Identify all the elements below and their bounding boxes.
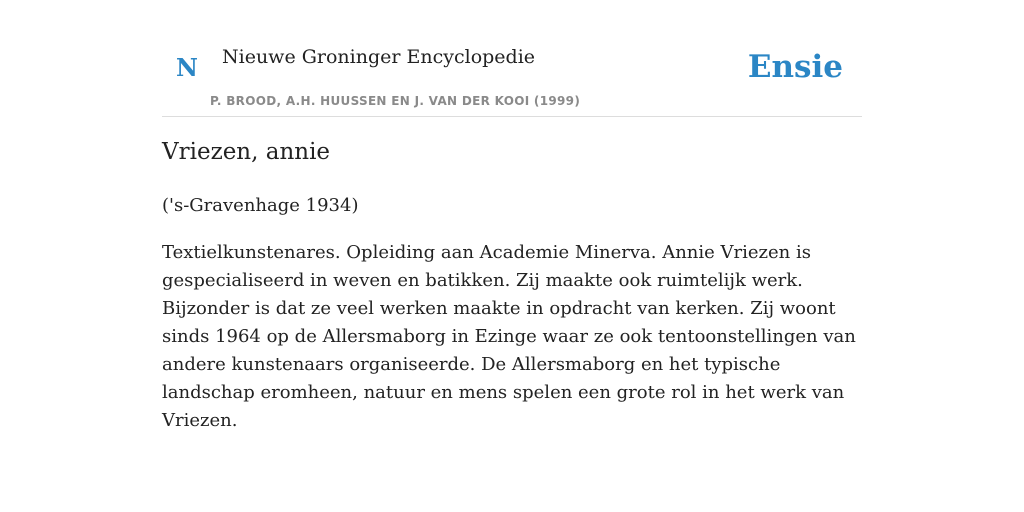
encyclopedia-title[interactable]: Nieuwe Groninger Encyclopedie (222, 46, 536, 68)
encyclopedia-header (162, 0, 862, 117)
page-container (162, 0, 862, 431)
entry-origin: ('s-Gravenhage 1934) (162, 195, 359, 216)
encyclopedia-logo[interactable]: N (176, 53, 198, 82)
entry-title: Vriezen, annie (162, 139, 331, 165)
entry-body: Textielkunstenares. Opleiding aan Academie Minerva. Annie Vriezen is gespecialiseerd in weven en batikken. Zij maakte ook ruimtelijk werk. Bijzonder is dat ze veel werken maakte in opdracht van kerken. Zij woont sinds 1964 op de Allersmaborg in Ezinge waar ze ook tentoonstellingen van andere kunstenaars organiseerde. De Allersmaborg en het typische landschap eromheen, natuur en mens spelen een grote rol in het werk van Vriezen. (162, 242, 856, 431)
encyclopedia-authors: P. BROOD, A.H. HUUSSEN EN J. VAN DER KOOI (1999) (210, 94, 581, 108)
ensie-brand-logo[interactable]: Ensie (747, 49, 843, 85)
